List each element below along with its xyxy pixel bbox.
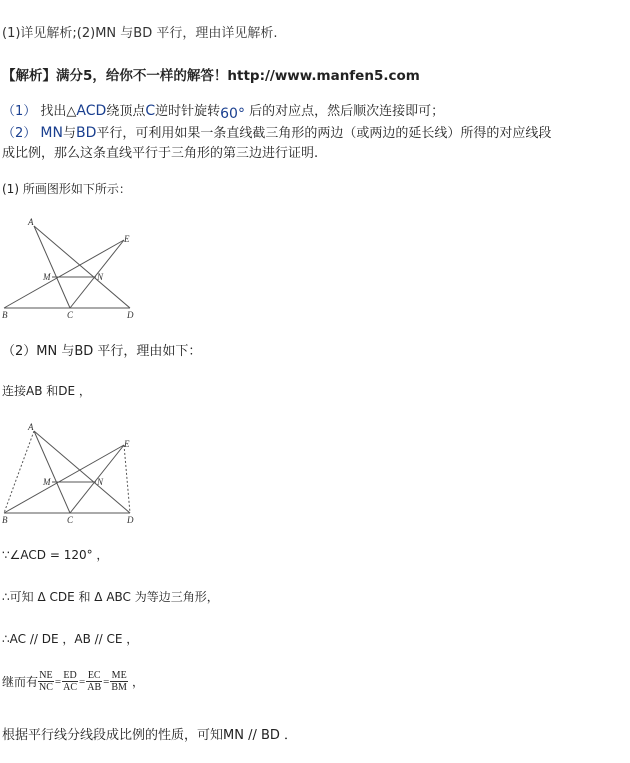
step1-text-c: 逆时针旋转 [155, 104, 221, 119]
fraction-denominator: NC [39, 682, 53, 693]
fig1-label-e: E [124, 234, 130, 244]
line-be [4, 445, 124, 513]
fig2-label-a: A [28, 422, 34, 432]
connect-line: 连接AB 和DE ， [2, 384, 91, 398]
part2-intro: （2）MN 与BD 平行，理由如下： [2, 344, 202, 359]
line-ac [34, 431, 70, 513]
step1-number: （1） [2, 104, 37, 119]
ratio-prefix: 继而有 [2, 675, 39, 689]
step1-c: C [145, 103, 156, 119]
fig2-label-b: B [2, 515, 8, 525]
fraction-ed-ac [62, 670, 78, 693]
line-be [4, 240, 124, 308]
angle-statement: ∵∠ACD = 120° ， [2, 548, 109, 562]
fig2-label-m: M [43, 477, 51, 487]
fig1-label-d: D [127, 310, 134, 320]
line-ac [34, 226, 70, 308]
step1-acd: ACD [76, 103, 107, 119]
fig2-label-d: D [127, 515, 134, 525]
fraction-numerator: ED [63, 670, 77, 681]
figure-1 [0, 210, 160, 325]
step2-number: （2） [2, 126, 37, 141]
conclusion: 根据平行线分线段成比例的性质，可知MN // BD ． [2, 728, 298, 743]
fraction-ne-nc [38, 670, 54, 693]
fraction-denominator: AC [63, 682, 78, 693]
line-ad [34, 226, 130, 308]
step2-bd: BD [76, 125, 97, 141]
fig1-label-m: M [43, 272, 51, 282]
step1-angle: 60° [220, 106, 245, 122]
fig2-label-c: C [67, 515, 74, 525]
jiexi-header: 【解析】满分5，给你不一样的解答！http://www.manfen5.com [2, 68, 420, 84]
parallel-statement: ∴AC // DE ，AB // CE ， [2, 632, 139, 646]
part1-intro: (1) 所画图形如下所示： [2, 182, 131, 196]
dashed-line-ab [4, 431, 34, 513]
step1-text-b: 绕顶点 [106, 104, 146, 119]
step2-text-a: 与 [62, 126, 76, 141]
fraction-ec-ab [86, 670, 102, 693]
equilateral-statement: ∴可知 Δ CDE 和 Δ ABC 为等边三角形， [2, 590, 219, 604]
step1-text-a: 找出△ [40, 104, 77, 119]
fraction-numerator: NE [39, 670, 53, 681]
dashed-line-de [124, 445, 130, 513]
ratio-statement: 继而有 $\frac{NE}{NC}$ = $\frac{ED}{AC}$ = $\frac{EC}{AB}$ = $\frac{ME}{BM}$ ， [2, 670, 144, 693]
fraction-numerator: ME [111, 670, 127, 681]
fig1-label-a: A [28, 217, 34, 227]
ratio-suffix: ， [131, 675, 144, 689]
fraction-numerator: EC [87, 670, 101, 681]
fig1-label-b: B [2, 310, 8, 320]
step2-text-b: 平行，可利用如果一条直线截三角形的两边（或两边的延长线）所得的对应线段 [96, 126, 552, 141]
line-ad [34, 431, 130, 513]
fraction-denominator: AB [87, 682, 102, 693]
fig1-label-n: N [97, 272, 104, 282]
figure-2 [0, 415, 160, 530]
fraction-me-bm [110, 670, 128, 693]
fig2-label-n: N [97, 477, 104, 487]
step1 [2, 100, 445, 122]
fig2-label-e: E [124, 439, 130, 449]
step2-continuation: 成比例，那么这条直线平行于三角形的第三边进行证明. [2, 146, 319, 161]
fig1-label-c: C [67, 310, 74, 320]
step2-mn: MN [40, 125, 63, 141]
fraction-denominator: BM [111, 682, 127, 693]
step2 [2, 122, 551, 141]
step1-text-d: 后的对应点，然后顺次连接即可； [249, 104, 445, 119]
answer-line: (1)详见解析;(2)MN 与BD 平行，理由详见解析. [2, 26, 278, 41]
